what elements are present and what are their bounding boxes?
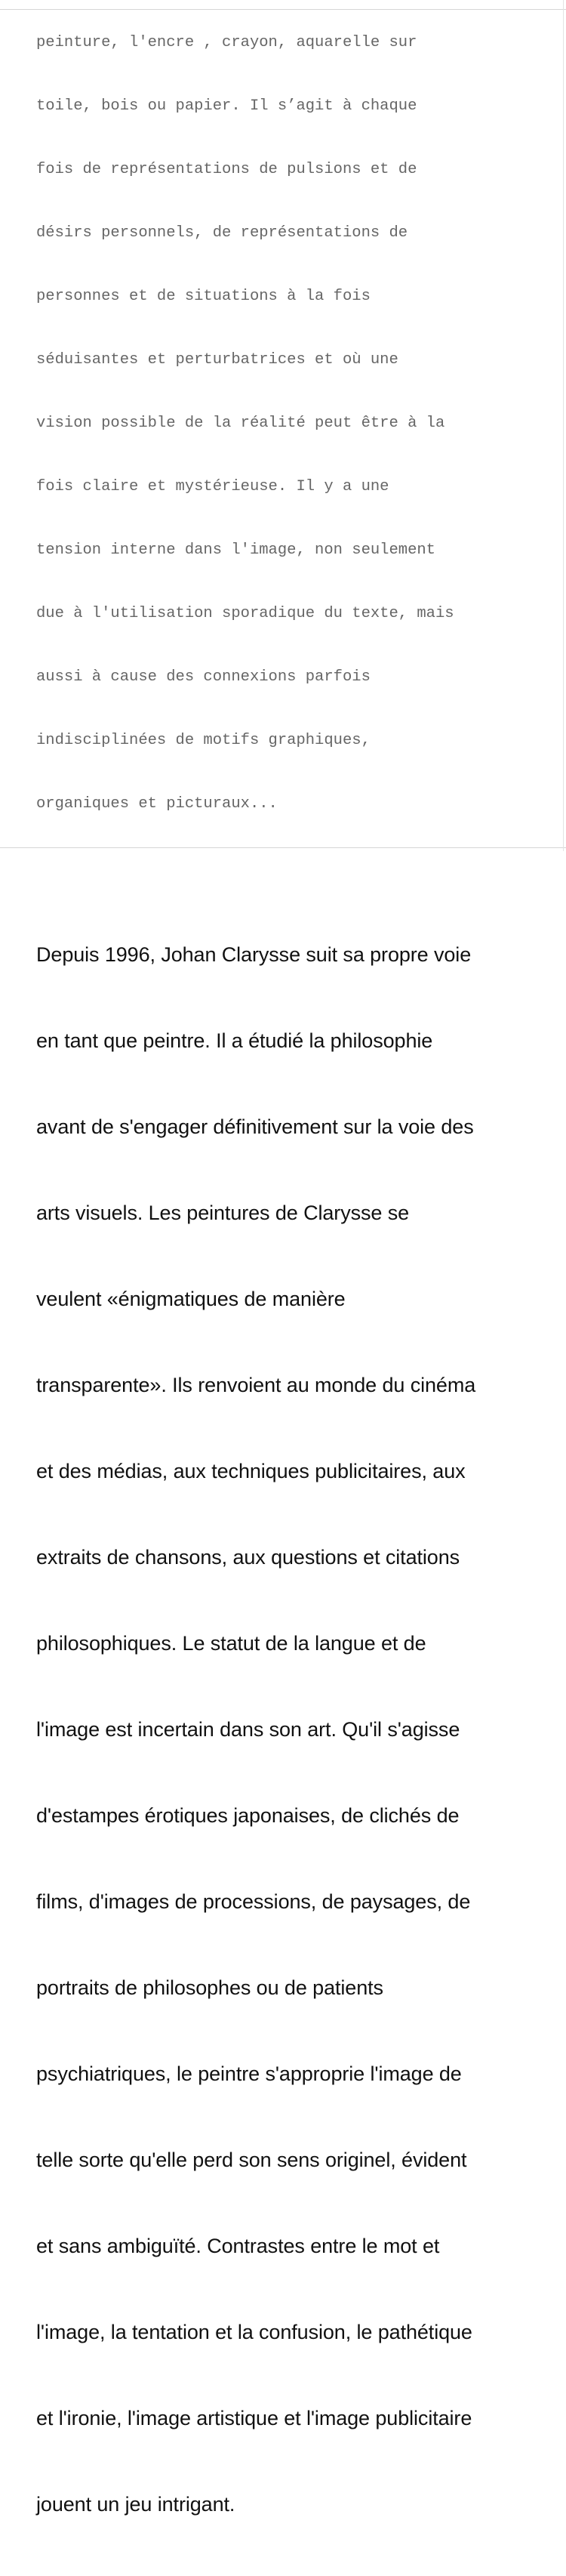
paragraph-line: l'image est incertain dans son art. Qu'il s'agisse: [36, 1718, 460, 1741]
article-content: [36, 0, 549, 2576]
paragraph-line: psychiatriques, le peintre s'approprie l'image de: [36, 2062, 462, 2085]
paragraph-line: portraits de philosophes ou de patients: [36, 1976, 383, 1999]
paragraph-line: avant de s'engager définitivement sur la voie des: [36, 1115, 474, 1138]
paragraph-line: jouent un jeu intrigant.: [36, 2493, 235, 2516]
paragraph-line: veulent «énigmatiques de manière: [36, 1288, 346, 1310]
quote-line: séduisantes et perturbatrices et où une: [36, 351, 398, 369]
paragraph-line: transparente». Ils renvoient au monde du cinéma: [36, 1374, 476, 1396]
paragraph-line: et l'ironie, l'image artistique et l'image publicitaire: [36, 2407, 472, 2429]
paragraph-line: extraits de chansons, aux questions et citations: [36, 1546, 460, 1569]
paragraph-line: telle sorte qu'elle perd son sens originel, évident: [36, 2149, 467, 2171]
quote-line: toile, bois ou papier. Il s’agit à chaque: [36, 97, 417, 115]
quote-line: désirs personnels, de représentations de: [36, 224, 408, 242]
body-paragraph: [36, 883, 549, 2576]
paragraph-line: l'image, la tentation et la confusion, le pathétique: [36, 2321, 472, 2343]
quote-line: vision possible de la réalité peut être à la: [36, 415, 445, 432]
paragraph-line: films, d'images de processions, de paysages, de: [36, 1890, 471, 1913]
paragraph-line: arts visuels. Les peintures de Clarysse se: [36, 1202, 410, 1224]
paragraph-line: Depuis 1996, Johan Clarysse suit sa propre voie: [36, 943, 472, 966]
top-border: [0, 0, 566, 10]
paragraph-line: philosophiques. Le statut de la langue et de: [36, 1632, 426, 1655]
quote-line: personnes et de situations à la fois: [36, 288, 371, 305]
paragraph-line: et des médias, aux techniques publicitaires, aux: [36, 1460, 466, 1482]
quote-line: aussi à cause des connexions parfois: [36, 668, 371, 686]
quote-line: fois claire et mystérieuse. Il y a une: [36, 478, 389, 495]
quote-line: tension interne dans l'image, non seulement: [36, 541, 435, 559]
quote-line: fois de représentations de pulsions et de: [36, 161, 417, 178]
quote-line: due à l'utilisation sporadique du texte, mais: [36, 605, 454, 622]
bottom-border: [0, 847, 566, 851]
scroll-edge: [563, 0, 564, 851]
quote-line: peinture, l'encre , crayon, aquarelle sur: [36, 34, 417, 51]
quote-block: [36, 0, 549, 857]
quote-line: indisciplinées de motifs graphiques,: [36, 732, 371, 749]
paragraph-line: d'estampes érotiques japonaises, de clichés de: [36, 1804, 460, 1827]
quote-line: organiques et picturaux...: [36, 795, 278, 813]
paragraph-line: et sans ambiguïté. Contrastes entre le mot et: [36, 2235, 440, 2257]
paragraph-line: en tant que peintre. Il a étudié la philosophie: [36, 1029, 433, 1052]
